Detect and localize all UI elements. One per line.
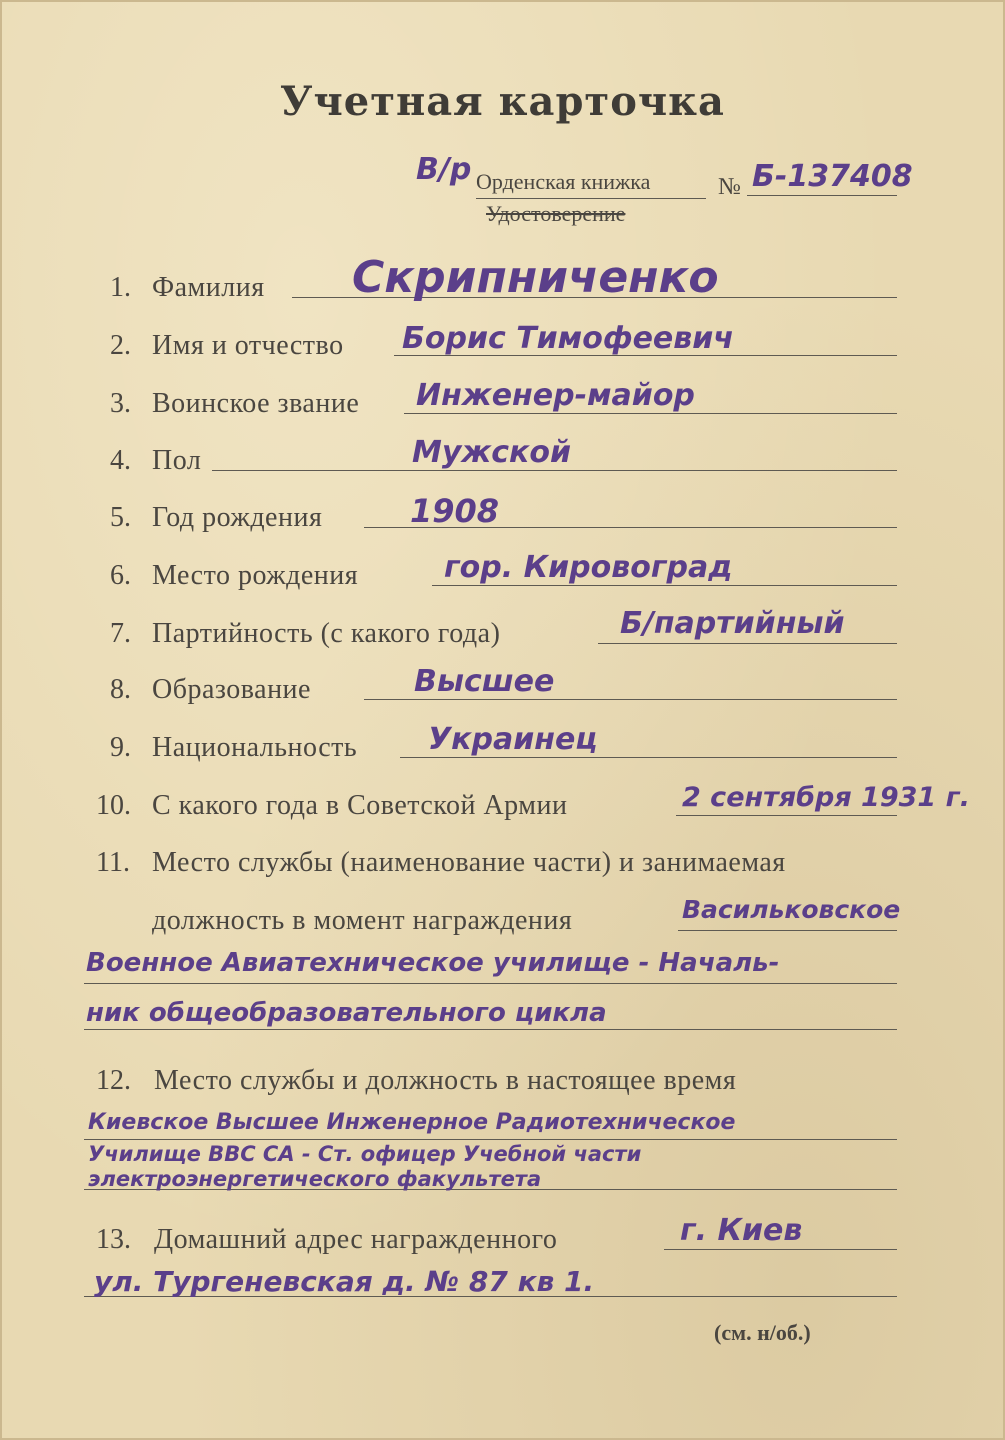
field-value-surname: Скрипниченко: [352, 252, 719, 303]
field-value-birth-place: гор. Кировоград: [444, 550, 733, 585]
document-option-certificate: Удостоверение: [486, 201, 626, 226]
field-line: [664, 1249, 897, 1250]
document-option-separator: [476, 198, 706, 199]
field-line: [432, 585, 897, 586]
field-value-current-service-line1: Киевское Высшее Инженерное Радиотехническое: [88, 1110, 736, 1135]
field-label-nationality: Национальность: [152, 732, 358, 763]
field-value-rank: Инженер-майор: [416, 378, 695, 413]
field-value-name: Борис Тимофеевич: [402, 321, 734, 356]
field-value-service-at-award-line2: Военное Авиатехническое училище - Началь-: [86, 948, 780, 978]
field-line: [678, 930, 897, 931]
document-prefix: В/р: [416, 152, 472, 187]
field-value-current-service-line2: Училище ВВС СА - Ст. офицер Учебной части: [88, 1142, 642, 1166]
field-value-party: Б/партийный: [620, 606, 845, 641]
field-number: 1.: [110, 272, 131, 303]
field-number: 4.: [110, 445, 131, 476]
field-line: [84, 1029, 897, 1030]
field-label-current-service: Место службы и должность в настоящее время: [154, 1065, 737, 1096]
field-number: 8.: [110, 674, 131, 705]
field-number: 7.: [110, 618, 131, 649]
field-value-birth-year: 1908: [410, 492, 500, 530]
field-label-party: Партийность (с какого года): [152, 618, 501, 649]
field-label-name: Имя и отчество: [152, 330, 344, 361]
field-value-education: Высшее: [414, 664, 555, 699]
field-value-service-at-award-line1: Васильковское: [682, 895, 901, 924]
field-number: 13.: [96, 1224, 131, 1255]
document-number-line: [747, 195, 897, 196]
field-label-birth-year: Год рождения: [152, 502, 323, 533]
field-label-surname: Фамилия: [152, 272, 265, 303]
field-value-home-address-line2: ул. Тургеневская д. № 87 кв 1.: [94, 1265, 595, 1298]
document-number-value: Б-137408: [752, 159, 913, 194]
field-number: 12.: [96, 1065, 131, 1096]
field-value-sex: Мужской: [412, 435, 572, 470]
field-line: [400, 757, 897, 758]
field-value-home-address-line1: г. Киев: [680, 1213, 803, 1248]
field-number: 2.: [110, 330, 131, 361]
document-number-label: №: [718, 174, 741, 200]
field-label-service-at-award-line1: Место службы (наименование части) и занимаемая: [152, 847, 786, 878]
document-option-order-book: Орденская книжка: [476, 169, 651, 194]
field-number: 10.: [96, 790, 131, 821]
card-title: Учетная карточка: [280, 78, 725, 125]
footer-note: (см. н/об.): [714, 1320, 811, 1345]
field-line: [404, 413, 897, 414]
field-value-army-since: 2 сентября 1931 г.: [682, 782, 970, 813]
field-label-army-since: С какого года в Советской Армии: [152, 790, 568, 821]
field-label-education: Образование: [152, 674, 311, 705]
field-line: [676, 815, 897, 816]
field-label-home-address: Домашний адрес награжденного: [154, 1224, 558, 1255]
field-line: [84, 983, 897, 984]
field-value-current-service-line3: электроэнергетического факультета: [88, 1167, 542, 1191]
field-number: 6.: [110, 560, 131, 591]
field-line: [212, 470, 897, 471]
field-label-service-at-award-line2: должность в момент награждения: [152, 905, 573, 936]
field-line: [598, 643, 897, 644]
field-number: 3.: [110, 388, 131, 419]
field-label-birth-place: Место рождения: [152, 560, 359, 591]
field-label-sex: Пол: [152, 445, 202, 476]
field-label-rank: Воинское звание: [152, 388, 360, 419]
field-value-nationality: Украинец: [428, 722, 598, 757]
field-number: 11.: [96, 847, 130, 878]
field-number: 9.: [110, 732, 131, 763]
field-value-service-at-award-line3: ник общеобразовательного цикла: [86, 998, 607, 1028]
field-line: [364, 699, 897, 700]
field-number: 5.: [110, 502, 131, 533]
field-line: [84, 1139, 897, 1140]
